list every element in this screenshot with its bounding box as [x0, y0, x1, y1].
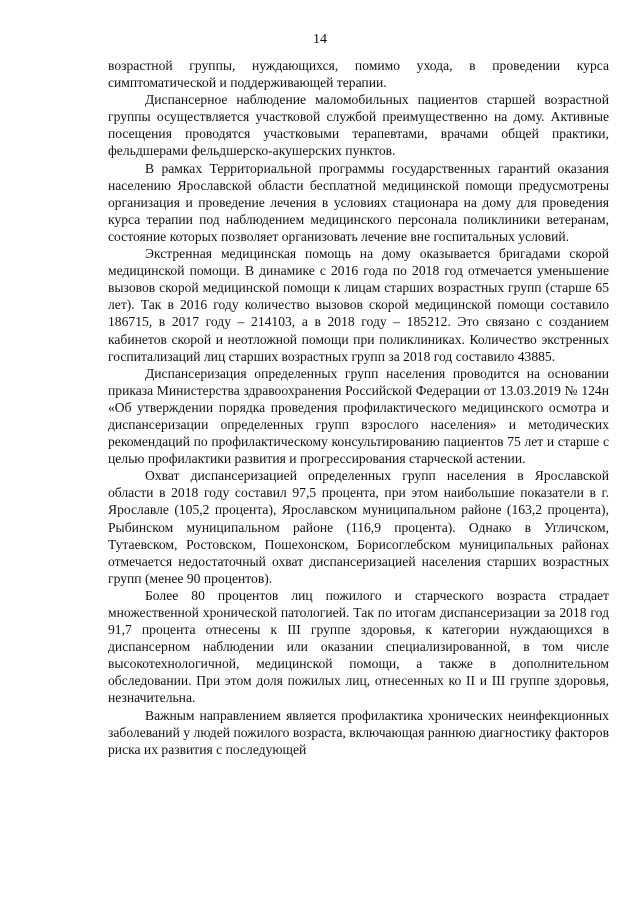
paragraph-8: Важным направлением является профилактика хронических неинфекционных заболеваний у людей пожилого возраста, включающая раннюю диагностику факторов риска их развития с последующей — [108, 707, 609, 757]
paragraph-2: Диспансерное наблюдение маломобильных пациентов старшей возрастной группы осуществляется участковой службой преимущественно на дому. Активные посещения проводятся участковыми терапевтами, врачами общей практики, фельдшерами фельдшерско-акушерских пунктов. — [108, 92, 609, 159]
page-number: 14 — [313, 32, 327, 47]
paragraph-1: возрастной группы, нуждающихся, помимо ухода, в проведении курса симптоматической и поддерживающей терапии. — [108, 58, 609, 91]
paragraph-5: Диспансеризация определенных групп населения проводится на основании приказа Министерства здравоохранения Российской Федерации от 13.03.2019 № 124н «Об утверждении порядка проведения профилактического медицинского осмотра и диспансеризации определенных групп взрослого населения» и методических рекомендаций по профилактическому консультированию пациентов 75 лет и старше с целью профилактики развития и прогрессирования старческой астении. — [108, 365, 609, 467]
paragraph-3: В рамках Территориальной программы государственных гарантий оказания населению Ярославской области бесплатной медицинской помощи предусмотрены организация и проведение лечения в условиях стационара на дому для проведения курса терапии под наблюдением медицинского персонала поликлиники ветеранам, состояние которых позволяет организовать лечение вне госпитальных условий. — [108, 160, 609, 244]
paragraph-4: Экстренная медицинская помощь на дому оказывается бригадами скорой медицинской помощи. В динамике с 2016 года по 2018 год отмечается уменьшение вызовов скорой медицинской помощи к лицам старших возрастных групп (старше 65 лет). Так в 2016 году количество вызовов скорой медицинской помощи составило 186715, в 2017 году – 214103, а в 2018 году – 185212. Это связано с созданием кабинетов скорой и неотложной помощи при поликлиниках. Количество экстренных госпитализаций лиц старших возрастных групп за 2018 год составило 43885. — [108, 246, 609, 364]
body-text — [108, 57, 609, 758]
paragraph-6: Охват диспансеризацией определенных групп населения в Ярославской области в 2018 году составил 97,5 процента, при этом наибольшие показатели в г. Ярославле (105,2 процента), Ярославском муниципальном районе (163,2 процента), Рыбинском муниципальном районе (116,9 процента). Однако в Угличском, Тутаевском, Ростовском, Пошехонском, Борисоглебском муниципальных районах отмечается недостаточный охват диспансеризацией населения старших возрастных групп (менее 90 процентов). — [108, 468, 609, 586]
paragraph-7: Более 80 процентов лиц пожилого и старческого возраста страдает множественной хронической патологией. Так по итогам диспансеризации за 2018 год 91,7 процента отнесены к III группе здоровья, к категории нуждающихся в диспансерном наблюдении или оказании специализированной, в том числе высокотехнологичной, медицинской помощи, а также в дополнительном обследовании. При этом доля пожилых лиц, отнесенных ко II и III группе здоровья, незначительна. — [108, 587, 609, 706]
